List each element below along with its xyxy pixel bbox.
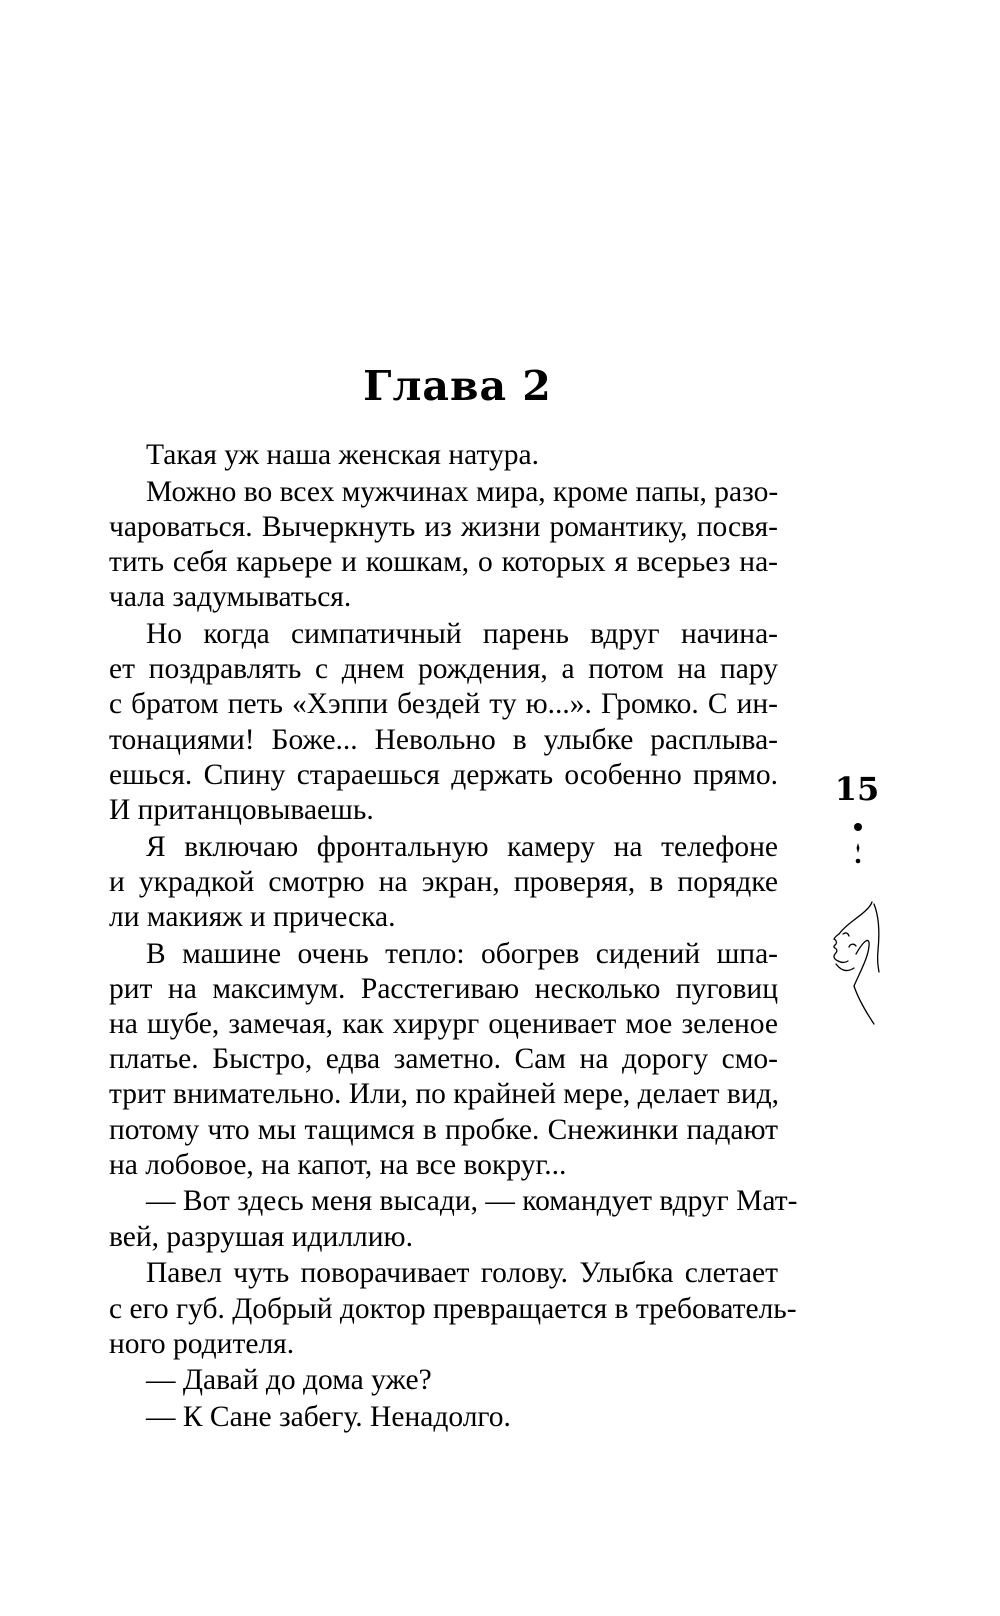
text-line: с его губ. Добрый доктор превращается в требователь- [109, 1292, 797, 1325]
text-line: Такая уж наша женская натура. [146, 439, 539, 471]
text-line: трит внимательно. Или, по крайней мере, делает вид, [109, 1078, 780, 1111]
text-line: на лобовое, на капот, на все вокруг... [109, 1148, 567, 1181]
text-line: вей, разрушая идиллию. [109, 1220, 413, 1253]
text-line: и украдкой смотрю на экран, проверяя, в порядке [109, 865, 778, 898]
text-line: тить себя карьере и кошкам, о которых я всерьез на- [109, 546, 778, 579]
text-line: платье. Быстро, едва заметно. Сам на дорогу смо- [109, 1043, 778, 1076]
text-line: потому что мы тащимся в пробке. Снежинки падают [109, 1113, 778, 1146]
text-line: тонациями! Боже... Невольно в улыбке расплыва- [109, 723, 778, 756]
body-text [109, 438, 798, 1435]
text-line: Я включаю фронтальную камеру на телефоне [146, 830, 778, 863]
text-line: Но когда симпатичный парень вдруг начина- [146, 617, 778, 650]
dot-star-dot-icon [843, 815, 873, 875]
text-line: чароваться. Вычеркнуть из жизни романтику, посвя- [109, 510, 778, 543]
text-line: с братом петь «Хэппи бездей ту ю...». Громко. С ин- [109, 688, 778, 721]
page-number: 15 [834, 770, 880, 808]
text-line: — К Сане забегу. Ненадолго. [146, 1401, 511, 1434]
text-line: чала задумываться. [109, 581, 352, 614]
text-line: ли макияж и прическа. [109, 900, 396, 933]
text-line: ет поздравлять с днем рождения, а потом на пару [109, 653, 778, 686]
text-line: В машине очень тепло: обогрев сидений шпа- [146, 937, 778, 970]
text-line: И пританцовываешь. [109, 793, 374, 826]
text-line: ешься. Спину стараешься держать особенно прямо. [109, 758, 778, 791]
text-line: Можно во всех мужчинах мира, кроме папы, разо- [146, 475, 779, 508]
face-sketch-icon [812, 900, 892, 1025]
text-line: — Давай до дома уже? [146, 1364, 432, 1397]
text-line: — Вот здесь меня высади, — командует вдруг Мат- [146, 1185, 798, 1218]
text-line: на шубе, замечая, как хирург оценивает мое зеленое [109, 1008, 778, 1040]
text-line: Павел чуть поворачивает голову. Улыбка слетает [146, 1257, 778, 1290]
chapter-title: Глава 2 [363, 362, 552, 410]
text-line: ного родителя. [109, 1327, 295, 1360]
text-line: рит на максимум. Расстегиваю несколько пуговиц [109, 972, 778, 1005]
